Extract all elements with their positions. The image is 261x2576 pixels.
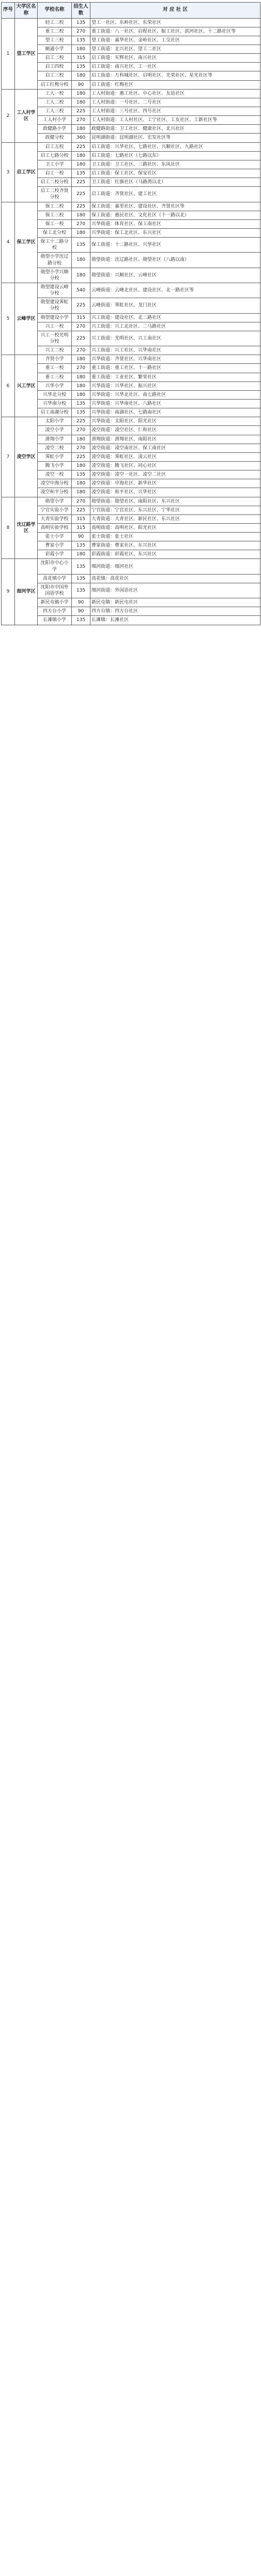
community-list: 凌空街道：腾飞社区、同心社区 (90, 461, 260, 470)
school-name: 凌空和平分校 (38, 488, 72, 497)
school-name: 重工三校 (38, 373, 72, 381)
school-name: 勋望建设云峰分校 (38, 283, 72, 298)
community-list: 兴华街道：齐贤社区、兴华南社区 (90, 355, 260, 364)
community-list: 云峰街道：云峰北社区、建设社区、北一路社区等 (90, 283, 260, 298)
school-name: 霁虹小学 (38, 452, 72, 461)
enroll-count: 180 (72, 160, 90, 169)
table-row (2, 461, 260, 470)
school-name: 颐通小学 (38, 45, 72, 54)
table-row (2, 54, 260, 63)
table-row (2, 229, 260, 238)
school-name: 兴华南分校 (38, 399, 72, 408)
table-row (2, 355, 260, 364)
enroll-count: 135 (72, 470, 90, 479)
community-list: 张士街道：张士社区 (90, 533, 260, 541)
school-name: 滑翔小学 (38, 435, 72, 444)
district-seq: 5 (2, 283, 15, 355)
school-zone-table (1, 2, 260, 625)
enroll-count: 135 (72, 583, 90, 598)
school-name: 四方台小学 (38, 607, 72, 616)
enroll-count: 270 (72, 116, 90, 125)
district-seq: 8 (2, 497, 15, 559)
community-list: 卫工街道：卫工社区、三路社区、东风社区 (90, 160, 260, 169)
enroll-count: 270 (72, 497, 90, 506)
table-row (2, 151, 260, 160)
community-list: 保工街道：嘉里社区、建设社区、齐贤社区等 (90, 202, 260, 211)
header-enroll: 招生人数 (72, 3, 90, 19)
enroll-count: 180 (72, 151, 90, 160)
district-name: 兴工学区 (15, 355, 38, 417)
school-name: 重工二校 (38, 27, 72, 36)
table-row (2, 533, 260, 541)
community-list: 工人村街道：工人村社区、工宁社区、工友社区、工新社区等 (90, 116, 260, 125)
table-row (2, 364, 260, 373)
community-list: 启工街道：万科城社区、启明社区、光荣社区、星光社区等 (90, 71, 260, 80)
community-list: 工人村街道：三号社区、四号社区 (90, 107, 260, 116)
district-seq: 3 (2, 142, 15, 202)
community-list: 保工街道：惠民社区、文化社区（十一路以北） (90, 211, 260, 219)
table-row (2, 559, 260, 574)
community-list: 大青街道：大青社区、新民社区、东兴社区 (90, 514, 260, 523)
enroll-count: 180 (72, 479, 90, 488)
school-name: 凌空二校 (38, 444, 72, 452)
community-list: 凌空街道：凌空一社区、凌空二社区 (90, 470, 260, 479)
table-row (2, 63, 260, 71)
table-row (2, 399, 260, 408)
community-list: 高花镇：高花社区 (90, 574, 260, 583)
community-list: 滑翔街道：滑翔社区、南阳社区 (90, 435, 260, 444)
school-name: 工人三校 (38, 107, 72, 116)
community-list: 卫工街道：红旗社区（马路湾以北） (90, 178, 260, 187)
community-list: 长滩镇：长滩社区 (90, 616, 260, 625)
enroll-count: 135 (72, 574, 90, 583)
school-name: 工人一校 (38, 89, 72, 98)
table-row (2, 390, 260, 399)
enroll-count: 540 (72, 283, 90, 298)
table-row (2, 514, 260, 523)
table-body (2, 18, 260, 625)
school-name: 凌空小学 (38, 426, 72, 435)
enroll-count: 225 (72, 178, 90, 187)
community-list: 兴工街道：光明社区、兴工南社区 (90, 331, 260, 346)
table-row (2, 178, 260, 187)
table-row (2, 313, 260, 322)
community-list: 兴工街道：兴工社区、兴华南社区 (90, 346, 260, 355)
school-name: 轻工二校 (38, 18, 72, 27)
table-row (2, 80, 260, 89)
school-name: 腾飞小学 (38, 461, 72, 470)
table-row (2, 98, 260, 107)
community-list: 兴华街道：兴华社区、振兴社区 (90, 381, 260, 390)
community-list: 凌空街道：和平社区、兴华社区 (90, 488, 260, 497)
school-name: 勋望建设霁虹分校 (38, 298, 72, 313)
table-row (2, 506, 260, 514)
table-row (2, 452, 260, 461)
school-name: 沈阳市中心小学 (38, 559, 72, 574)
school-name: 政健路小学 (38, 125, 72, 134)
table-row (2, 298, 260, 313)
table-row (2, 116, 260, 125)
community-list: 云峰街道：霁虹社区、龙门社区 (90, 298, 260, 313)
enroll-count: 180 (72, 71, 90, 80)
table-row (2, 408, 260, 417)
school-name: 齐贤小学 (38, 355, 72, 364)
school-name: 凌空中海分校 (38, 479, 72, 488)
community-list: 高明街道：高明社区、阳光社区 (90, 523, 260, 532)
community-list: 兴华街道：保工北社区、东兴社区 (90, 229, 260, 238)
district-seq: 4 (2, 202, 15, 283)
community-list: 新民屯镇：新民屯社区 (90, 598, 260, 607)
table-header-row (2, 3, 260, 19)
table-row (2, 160, 260, 169)
district-name: 细河学区 (15, 559, 38, 625)
school-name: 太阳小学 (38, 417, 72, 426)
enroll-count: 180 (72, 381, 90, 390)
school-name: 启工五校 (38, 142, 72, 151)
enroll-count: 225 (72, 202, 90, 211)
community-list: 启工街道：红梅社区 (90, 80, 260, 89)
community-list: 重工街道：重工社区、十一路社区 (90, 364, 260, 373)
enroll-count: 180 (72, 253, 90, 268)
community-list: 启工街道：兴华社区、七路社区、兴顺社区、九路社区 (90, 142, 260, 151)
school-name: 彩霞小学 (38, 550, 72, 559)
district-name: 保工学区 (15, 202, 38, 283)
enroll-count: 180 (72, 390, 90, 399)
enroll-count: 315 (72, 514, 90, 523)
table-row (2, 444, 260, 452)
table-row (2, 346, 260, 355)
table-row (2, 331, 260, 346)
table-row (2, 36, 260, 45)
school-name: 高花镇小学 (38, 574, 72, 583)
school-name: 保工北分校 (38, 229, 72, 238)
header-community: 对 应 社 区 (90, 3, 260, 19)
community-list: 兴工街道：兴工北社区、二马路社区 (90, 322, 260, 331)
enroll-count: 180 (72, 89, 90, 98)
community-list: 启工街道：七路社区（七路以东） (90, 151, 260, 160)
enroll-count: 315 (72, 313, 90, 322)
enroll-count: 270 (72, 27, 90, 36)
school-zone-document (0, 0, 261, 627)
district-seq: 2 (2, 89, 15, 142)
table-row (2, 283, 260, 298)
school-name: 勋望建设小学 (38, 313, 72, 322)
school-name: 沈阳市中国外国语学校 (38, 583, 72, 598)
district-name: 云峰学区 (15, 283, 38, 355)
table-row (2, 169, 260, 178)
table-row (2, 125, 260, 134)
header-seq: 序号 (2, 3, 15, 19)
table-row (2, 598, 260, 607)
enroll-count: 225 (72, 142, 90, 151)
school-name: 卫工小学 (38, 160, 72, 169)
district-seq: 1 (2, 18, 15, 89)
enroll-count: 135 (72, 616, 90, 625)
community-list: 兴华街道：兴华北社区、南七路社区 (90, 390, 260, 399)
enroll-count: 270 (72, 444, 90, 452)
table-row (2, 479, 260, 488)
enroll-count: 270 (72, 219, 90, 228)
enroll-count: 360 (72, 134, 90, 142)
community-list: 启工街道：实辉社区、南兴社区 (90, 54, 260, 63)
district-name: 望工学区 (15, 18, 38, 89)
community-list: 兴华街道：南湖社区、七路南社区 (90, 408, 260, 417)
school-name: 启工二校分校 (38, 178, 72, 187)
enroll-count: 180 (72, 98, 90, 107)
school-name: 工人二校 (38, 98, 72, 107)
enroll-count: 270 (72, 322, 90, 331)
enroll-count: 135 (72, 238, 90, 253)
school-name: 兴工二校 (38, 346, 72, 355)
table-row (2, 219, 260, 228)
school-name: 启工三校 (38, 71, 72, 80)
table-row (2, 435, 260, 444)
table-row (2, 523, 260, 532)
table-row (2, 488, 260, 497)
enroll-count: 225 (72, 452, 90, 461)
district-seq: 9 (2, 559, 15, 625)
table-row (2, 253, 260, 268)
school-name: 政健分校 (38, 134, 72, 142)
enroll-count: 135 (72, 408, 90, 417)
school-name: 大青实验学校 (38, 514, 72, 523)
district-name: 启工学区 (15, 142, 38, 202)
table-row (2, 541, 260, 550)
school-name: 保工十二路分校 (38, 238, 72, 253)
school-name: 勋望小学沈辽路分校 (38, 253, 72, 268)
enroll-count: 225 (72, 107, 90, 116)
table-row (2, 107, 260, 116)
enroll-count: 225 (72, 331, 90, 346)
table-row (2, 616, 260, 625)
district-seq: 6 (2, 355, 15, 417)
school-name: 勋望小学兴顺分校 (38, 268, 72, 283)
community-list: 重工街道：工业社区、繁荣社区 (90, 373, 260, 381)
community-list: 凌空街道：凌空社区、仁和社区 (90, 426, 260, 435)
school-name: 工人村小学 (38, 116, 72, 125)
enroll-count: 180 (72, 461, 90, 470)
district-name: 沈辽路学区 (15, 497, 38, 559)
enroll-count: 225 (72, 417, 90, 426)
table-row (2, 142, 260, 151)
table-row (2, 27, 260, 36)
table-row (2, 89, 260, 98)
school-name: 曹家小学 (38, 541, 72, 550)
enroll-count: 90 (72, 533, 90, 541)
school-name: 保工二校 (38, 202, 72, 211)
enroll-count: 180 (72, 268, 90, 283)
table-row (2, 417, 260, 426)
school-name: 凌空一校 (38, 470, 72, 479)
school-name: 启工七路分校 (38, 151, 72, 160)
enroll-count: 180 (72, 229, 90, 238)
table-row (2, 322, 260, 331)
community-list: 昆明湖街道：昆明湖社区、宏发社区等 (90, 134, 260, 142)
school-name: 长滩镇小学 (38, 616, 72, 625)
community-list: 细河街道：细河社区 (90, 559, 260, 574)
enroll-count: 315 (72, 54, 90, 63)
community-list: 凌空街道：凌空南社区、保工南社区 (90, 444, 260, 452)
enroll-count: 135 (72, 18, 90, 27)
enroll-count: 315 (72, 523, 90, 532)
table-row (2, 187, 260, 202)
table-row (2, 238, 260, 253)
enroll-count: 90 (72, 607, 90, 616)
enroll-count: 135 (72, 63, 90, 71)
school-name: 保工三校 (38, 211, 72, 219)
school-name: 兴工一校光明分校 (38, 331, 72, 346)
school-name: 兴华小学 (38, 381, 72, 390)
table-row (2, 268, 260, 283)
community-list: 凌空街道：霁虹社区、凌云社区 (90, 452, 260, 461)
community-list: 兴华街道：体育社区、保工南社区 (90, 219, 260, 228)
community-list: 凌空街道：中海社区、新华社区 (90, 479, 260, 488)
table-row (2, 211, 260, 219)
community-list: 兴工街道：建设社区、北二路社区 (90, 313, 260, 322)
community-list: 勋望街道：勋望社区、南阳社区、东兴社区 (90, 497, 260, 506)
enroll-count: 135 (72, 169, 90, 178)
community-list: 望工街道：北兴社区、望工二社区 (90, 45, 260, 54)
community-list: 曹家街道：曹家社区、东兴社区 (90, 541, 260, 550)
community-list: 兴华街道：太阳社区、阳光社区 (90, 417, 260, 426)
table-row (2, 583, 260, 598)
table-row (2, 426, 260, 435)
school-name: 保工一校 (38, 219, 72, 228)
enroll-count: 180 (72, 488, 90, 497)
table-row (2, 45, 260, 54)
table-row (2, 574, 260, 583)
school-name: 新民屯镇小学 (38, 598, 72, 607)
community-list: 彩霞街道：彩霞社区、东兴社区 (90, 550, 260, 559)
enroll-count: 90 (72, 80, 90, 89)
community-list: 勋望街道：沈辽路社区、勋望社区（八路以南） (90, 253, 260, 268)
enroll-count: 225 (72, 298, 90, 313)
school-name: 启工南湖分校 (38, 408, 72, 417)
community-list: 望工街道：嘉华社区、金岭社区、工交社区 (90, 36, 260, 45)
enroll-count: 180 (72, 125, 90, 134)
community-list: 启工街道：齐贤社区、建工社区 (90, 187, 260, 202)
school-name: 张士小学 (38, 533, 72, 541)
school-name: 望工三校 (38, 36, 72, 45)
enroll-count: 180 (72, 550, 90, 559)
school-name: 启工二校齐贤分校 (38, 187, 72, 202)
school-name: 重工一校 (38, 364, 72, 373)
table-row (2, 202, 260, 211)
table-row (2, 497, 260, 506)
school-name: 启工四校 (38, 63, 72, 71)
table-row (2, 71, 260, 80)
community-list: 启工街道：南兴社区、工一社区 (90, 63, 260, 71)
enroll-count: 180 (72, 211, 90, 219)
community-list: 工人村街道：惠工社区、中心社区、友谊社区 (90, 89, 260, 98)
school-name: 兴工一校 (38, 322, 72, 331)
community-list: 宁官街道：宁官社区、东兴社区、宁华社区 (90, 506, 260, 514)
table-row (2, 550, 260, 559)
community-list: 启工街道：保工社区、保安社区 (90, 169, 260, 178)
table-row (2, 18, 260, 27)
enroll-count: 270 (72, 346, 90, 355)
district-name: 凌空学区 (15, 417, 38, 497)
enroll-count: 270 (72, 364, 90, 373)
school-name: 启工一校 (38, 169, 72, 178)
table-row (2, 134, 260, 142)
school-name: 启工二校 (38, 54, 72, 63)
community-list: 兴华街道：兴华南社区、八路社区 (90, 399, 260, 408)
school-name: 兴华北分校 (38, 390, 72, 399)
school-name: 启工红梅分校 (38, 80, 72, 89)
enroll-count: 135 (72, 559, 90, 574)
school-name: 高明实验学校 (38, 523, 72, 532)
enroll-count: 180 (72, 45, 90, 54)
community-list: 重工街道：八一社区、启程社区、振工社区、滨河社区、十二路社区等 (90, 27, 260, 36)
school-name: 宁官实验小学 (38, 506, 72, 514)
enroll-count: 180 (72, 355, 90, 364)
community-list: 望工一社区、东岭社区、东荣社区 (90, 18, 260, 27)
school-name: 勋望小学 (38, 497, 72, 506)
enroll-count: 225 (72, 506, 90, 514)
community-list: 工人村街道：一号社区、二号社区 (90, 98, 260, 107)
community-list: 四方台镇：四方台社区 (90, 607, 260, 616)
community-list: 保工街道：十二路社区、兴华社区 (90, 238, 260, 253)
community-list: 勋望街道：兴顺社区、云峰社区 (90, 268, 260, 283)
enroll-count: 270 (72, 426, 90, 435)
header-school: 学校名称 (38, 3, 72, 19)
enroll-count: 180 (72, 435, 90, 444)
table-row (2, 373, 260, 381)
table-row (2, 381, 260, 390)
table-row (2, 607, 260, 616)
enroll-count: 135 (72, 399, 90, 408)
district-name: 工人村学区 (15, 89, 38, 142)
enroll-count: 135 (72, 541, 90, 550)
enroll-count: 135 (72, 36, 90, 45)
header-district: 大学区名称 (15, 3, 38, 19)
community-list: 细河街道：外国语社区 (90, 583, 260, 598)
enroll-count: 90 (72, 598, 90, 607)
district-seq: 7 (2, 417, 15, 497)
community-list: 政健路街道：卫工社区、健康社区、北兴社区 (90, 125, 260, 134)
enroll-count: 180 (72, 373, 90, 381)
enroll-count: 225 (72, 187, 90, 202)
table-row (2, 470, 260, 479)
